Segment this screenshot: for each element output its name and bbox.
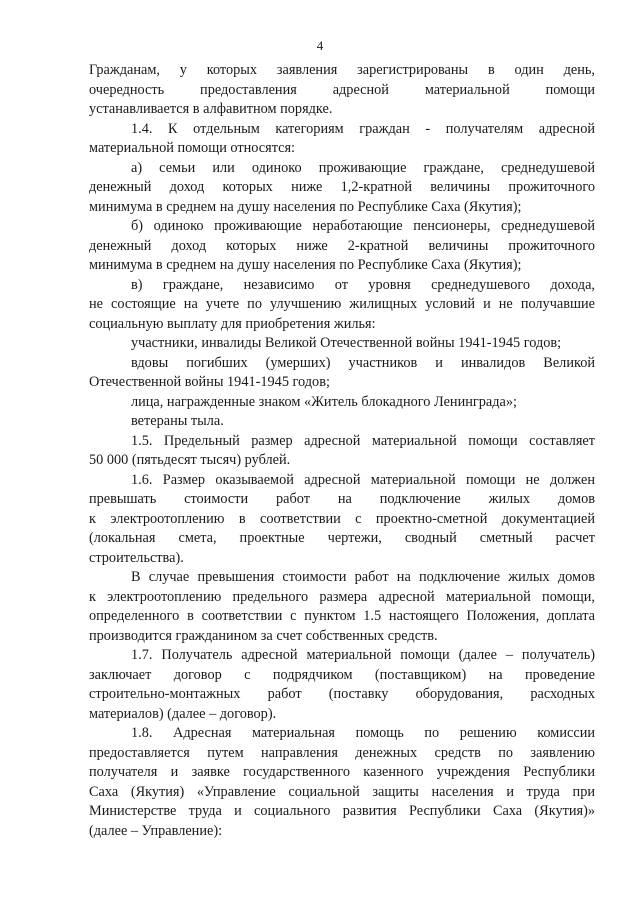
text-line: очередность предоставления адресной материальной помощи (89, 81, 595, 98)
paragraph (89, 334, 595, 354)
paragraph (89, 412, 595, 432)
text-line: 1.5. Предельный размер адресной материальной помощи составляет (131, 432, 595, 449)
text-line: В случае превышения стоимости работ на подключение жилых домов (131, 569, 595, 585)
paragraph (89, 276, 595, 335)
text-line: 1.7. Получатель адресной материальной помощи (далее – получатель) (131, 647, 595, 663)
text-line: Саха (Якутия) «Управление социальной защиты населения и труда при (89, 783, 595, 800)
text-line: минимума в среднем на душу населения по Республике Саха (Якутия); (89, 257, 522, 273)
paragraph (89, 568, 595, 646)
text-line: б) одиноко проживающие неработающие пенсионеры, среднедушевой (131, 218, 595, 234)
paragraph (89, 646, 595, 724)
text-line: Министерстве труда и социального развития Республики Саха (Якутия)» (89, 803, 595, 819)
text-line: 1.4. К отдельным категориям граждан - получателям адресной (131, 120, 595, 137)
text-line: Гражданам, у которых заявления зарегистрированы в один день, (89, 62, 595, 78)
paragraph (89, 354, 595, 393)
paragraph (89, 432, 595, 471)
text-line: в) граждане, независимо от уровня среднедушевого дохода, (131, 276, 595, 293)
text-line: производится гражданином за счет собственных средств. (89, 627, 438, 644)
text-line: Отечественной войны 1941-1945 годов; (89, 374, 330, 390)
text-line: денежный доход которых ниже 1,2-кратной величины прожиточного (89, 179, 595, 195)
text-line: получателя и заявке государственного казенного учреждения Республики (89, 764, 595, 780)
text-line: 1.6. Размер оказываемой адресной материальной помощи не должен (131, 471, 595, 488)
text-line: заключает договор с подрядчиком (поставщиком) на проведение (89, 666, 595, 683)
text-line: вдовы погибших (умерших) участников и инвалидов Великой (131, 354, 595, 371)
paragraph (89, 120, 595, 159)
text-line: а) семьи или одиноко проживающие граждане, среднедушевой (131, 159, 595, 176)
page-number: 4 (316, 38, 324, 53)
text-line: денежный доход которых ниже 2-кратной величины прожиточного (89, 237, 595, 254)
text-line: строительства). (89, 549, 184, 566)
text-line: 50 000 (пятьдесят тысяч) рублей. (89, 452, 291, 468)
text-line: участники, инвалиды Великой Отечественной войны 1941-1945 годов; (131, 335, 562, 351)
paragraph (89, 217, 595, 276)
document-body (89, 61, 595, 841)
text-line: устанавливается в алфавитном порядке. (89, 101, 333, 117)
text-line: социальную выплату для приобретения жилья: (89, 315, 376, 332)
text-line: ветераны тыла. (131, 413, 224, 429)
text-line: предоставляется путем направления денежных средств по заявлению (89, 744, 595, 761)
paragraph (89, 471, 595, 569)
text-line: (далее – Управление): (89, 822, 223, 839)
text-line: определенного в соответствии с пунктом 1.5 настоящего Положения, доплата (89, 608, 595, 624)
paragraph (89, 393, 595, 413)
text-line: к электроотоплению предельного размера адресной материальной помощи, (89, 588, 595, 605)
paragraph (89, 159, 595, 218)
text-line: строительно-монтажных работ (поставку оборудования, расходных (89, 686, 595, 702)
paragraph (89, 724, 595, 841)
text-line: к электроотоплению в соответствии с проектно-сметной документацией (89, 510, 595, 527)
text-line: материальной помощи относятся: (89, 140, 296, 156)
text-line: минимума в среднем на душу населения по Республике Саха (Якутия); (89, 198, 522, 215)
text-line: 1.8. Адресная материальная помощь по решению комиссии (131, 725, 595, 741)
text-line: материалов) (далее – договор). (89, 705, 277, 722)
text-line: (локальная смета, проектные чертежи, сводный сметный расчет (89, 530, 595, 546)
text-line: превышать стоимости работ на подключение жилых домов (89, 491, 595, 507)
paragraph (89, 61, 595, 120)
text-line: не состоящие на учете по улучшению жилищных условий и не получавшие (89, 296, 595, 312)
text-line: лица, награжденные знаком «Житель блокадного Ленинграда»; (131, 393, 517, 410)
